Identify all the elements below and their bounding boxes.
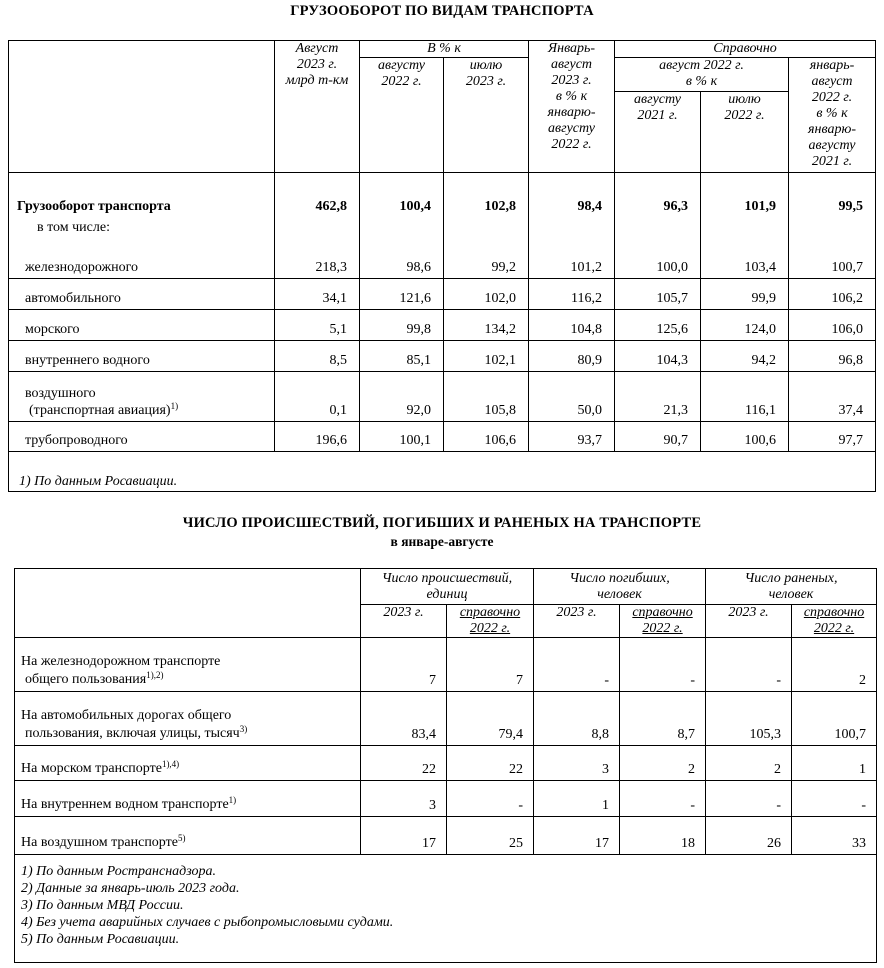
table-row (15, 692, 877, 746)
cell: 17 (361, 817, 447, 855)
cell: 85,1 (360, 341, 444, 372)
incidents-table (14, 568, 877, 963)
cell: 8,8 (534, 692, 620, 746)
freight-title: ГРУЗООБОРОТ ПО ВИДАМ ТРАНСПОРТА (290, 3, 594, 19)
cell: 3 (361, 781, 447, 817)
header-year-2023: 2023 г. (361, 605, 447, 638)
header-ref-2022: справочно 2022 г. (447, 605, 534, 638)
header-incidents: Число происшествий, единиц (361, 569, 534, 605)
header-injured: Число раненых, человек (706, 569, 877, 605)
cell: 99,9 (701, 279, 789, 310)
cell: 100,1 (360, 422, 444, 452)
cell: 121,6 (360, 279, 444, 310)
table-row (9, 173, 876, 217)
cell: 3 (534, 746, 620, 781)
cell: 93,7 (529, 422, 615, 452)
cell: 33 (792, 817, 877, 855)
cell: 5,1 (275, 310, 360, 341)
cell: 96,3 (615, 173, 701, 217)
row-label: Грузооборот транспорта (17, 198, 171, 214)
cell: 8,7 (620, 692, 706, 746)
cell: 92,0 (360, 372, 444, 422)
table-row (9, 422, 876, 452)
cell: 22 (447, 746, 534, 781)
header-aug2022-pct: август 2022 г. в % к (615, 58, 789, 92)
cell: 100,6 (701, 422, 789, 452)
row-label: На автомобильных дорогах общего пользования, включая улицы, тысяч$^{3)}$ (15, 692, 361, 746)
table-row (9, 310, 876, 341)
header-vs-jul2022: июлю 2022 г. (701, 92, 789, 173)
header-ref-2022: справочно 2022 г. (792, 605, 877, 638)
header-ref-2022: справочно 2022 г. (620, 605, 706, 638)
cell: 462,8 (275, 173, 360, 217)
cell: 101,9 (701, 173, 789, 217)
table-row (15, 781, 877, 817)
row-label: железнодорожного (9, 241, 275, 279)
row-label: На внутреннем водном транспорте$^{1)}$ (15, 781, 361, 817)
cell: - (534, 638, 620, 692)
cell: 99,2 (444, 241, 529, 279)
cell: 7 (361, 638, 447, 692)
row-label: автомобильного (9, 279, 275, 310)
cell: 100,0 (615, 241, 701, 279)
cell: 99,5 (789, 173, 876, 217)
header-vs-aug2022: августу 2022 г. (360, 58, 444, 173)
row-label: морского (9, 310, 275, 341)
incidents-footnotes: 1) По данным Ространснадзора. 2) Данные за январь-июль 2023 года. 3) По данным МВД России. 4) Без учета аварийных случаев с рыбопромысловыми судами. 5) По данным Росавиации. (15, 855, 877, 963)
header-aug2023: Август 2023 г. млрд т-км (275, 41, 360, 173)
cell: 90,7 (615, 422, 701, 452)
cell: 125,6 (615, 310, 701, 341)
cell: 1 (792, 746, 877, 781)
cell: - (620, 781, 706, 817)
table-row (9, 217, 876, 241)
cell: 105,8 (444, 372, 529, 422)
cell: 17 (534, 817, 620, 855)
cell: 106,2 (789, 279, 876, 310)
cell: - (706, 781, 792, 817)
table-row (15, 817, 877, 855)
cell: 0,1 (275, 372, 360, 422)
header-empty-cell (9, 41, 275, 173)
table-row (9, 341, 876, 372)
header-vs-jul2023: июлю 2023 г. (444, 58, 529, 173)
cell: 79,4 (447, 692, 534, 746)
cell: - (447, 781, 534, 817)
cell: - (792, 781, 877, 817)
table-row (9, 241, 876, 279)
cell: 8,5 (275, 341, 360, 372)
cell: 21,3 (615, 372, 701, 422)
cell: 96,8 (789, 341, 876, 372)
table-row (9, 279, 876, 310)
header-reference: Справочно (615, 41, 876, 58)
cell: 25 (447, 817, 534, 855)
table-row (15, 746, 877, 781)
cell: 2 (792, 638, 877, 692)
cell: 1 (534, 781, 620, 817)
row-label: На железнодорожном транспорте общего пользования$^{1),2)}$ (15, 638, 361, 692)
cell: 83,4 (361, 692, 447, 746)
row-label: На воздушном транспорте$^{5)}$ (15, 817, 361, 855)
header-empty-cell (15, 569, 361, 638)
header-deaths: Число погибших, человек (534, 569, 706, 605)
cell: 106,6 (444, 422, 529, 452)
cell: 37,4 (789, 372, 876, 422)
table-row (9, 372, 876, 422)
cell: 34,1 (275, 279, 360, 310)
cell: 218,3 (275, 241, 360, 279)
cell: 104,8 (529, 310, 615, 341)
cell: 105,7 (615, 279, 701, 310)
cell: 103,4 (701, 241, 789, 279)
table-row (15, 638, 877, 692)
cell: 116,1 (701, 372, 789, 422)
cell: - (706, 638, 792, 692)
cell: 80,9 (529, 341, 615, 372)
cell: 104,3 (615, 341, 701, 372)
cell: 22 (361, 746, 447, 781)
cell: 196,6 (275, 422, 360, 452)
cell: 134,2 (444, 310, 529, 341)
cell: 98,4 (529, 173, 615, 217)
incidents-subtitle: в январе-августе (390, 534, 494, 549)
cell: 100,7 (792, 692, 877, 746)
cell: 116,2 (529, 279, 615, 310)
cell: 124,0 (701, 310, 789, 341)
cell: 18 (620, 817, 706, 855)
header-vs-aug2021: августу 2021 г. (615, 92, 701, 173)
cell: 2 (620, 746, 706, 781)
cell: 102,1 (444, 341, 529, 372)
cell: 105,3 (706, 692, 792, 746)
cell: 98,6 (360, 241, 444, 279)
freight-footnote: 1) По данным Росавиации. (9, 452, 876, 492)
incidents-title: ЧИСЛО ПРОИСШЕСТВИЙ, ПОГИБШИХ И РАНЕНЫХ НА ТРАНСПОРТЕ (182, 515, 702, 531)
freight-table (8, 40, 876, 492)
cell: 106,0 (789, 310, 876, 341)
cell: - (620, 638, 706, 692)
cell: 26 (706, 817, 792, 855)
cell: 102,0 (444, 279, 529, 310)
cell: 100,4 (360, 173, 444, 217)
header-jan-aug-2022: январь- август 2022 г. в % к январю- августу 2021 г. (808, 58, 856, 169)
cell: 102,8 (444, 173, 529, 217)
cell: 97,7 (789, 422, 876, 452)
including-label: в том числе: (37, 219, 110, 235)
header-year-2023: 2023 г. (534, 605, 620, 638)
row-label: трубопроводного (25, 433, 128, 448)
cell: 100,7 (789, 241, 876, 279)
cell: 99,8 (360, 310, 444, 341)
cell: 7 (447, 638, 534, 692)
row-label: внутреннего водного (9, 341, 275, 372)
header-year-2023: 2023 г. (706, 605, 792, 638)
header-in-percent: В % к (360, 41, 529, 58)
header-jan-aug: Январь- август 2023 г. в % к январю- августу 2022 г. (529, 41, 615, 173)
row-label: воздушного (транспортная авиация)$^{1)}$ (9, 372, 275, 422)
cell: 2 (706, 746, 792, 781)
cell: 101,2 (529, 241, 615, 279)
cell: 94,2 (701, 341, 789, 372)
cell: 50,0 (529, 372, 615, 422)
row-label: На морском транспорте$^{1),4)}$ (15, 746, 361, 781)
